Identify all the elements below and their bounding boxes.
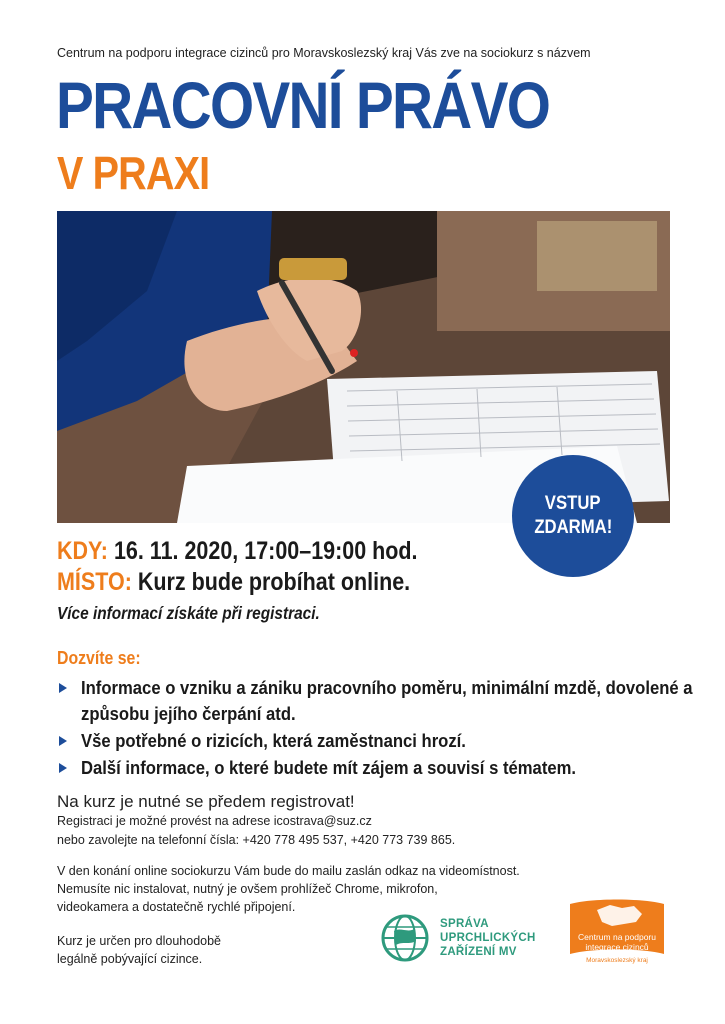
registration-phone-line: nebo zavolejte na telefonní čísla: +420 778 495 537, +420 773 739 865. [57,833,456,847]
list-item-text: Vše potřebné o rizicích, která zaměstnanci hrozí. [81,730,466,751]
list-item [57,675,697,727]
list-item [57,755,697,781]
target-line1: Kurz je určen pro dlouhodobě [57,934,222,948]
centrum-line2: integrace cizinců [585,942,649,952]
intro-text: Centrum na podporu integrace cizinců pro Moravskoslezský kraj Vás zve na sociokurz s názvem [57,46,591,60]
suz-line2: UPRCHLICKÝCH [440,932,536,944]
event-date [57,537,418,566]
more-info-text: Více informací získáte při registraci. [57,603,320,623]
centrum-line1: Centrum na podporu [578,932,656,942]
globe-icon [380,913,430,963]
learn-list [57,675,697,782]
date-value: 16. 11. 2020, 17:00–19:00 hod. [107,537,418,565]
centrum-logo [562,896,672,968]
page-subtitle: V PRAXI [57,147,210,199]
event-place [57,568,410,597]
triangle-bullet-icon [59,763,67,773]
place-value: Kurz bude probíhat online. [131,568,411,596]
online-line3: videokamera a dostatečně rychlé připojení. [57,900,296,914]
online-line2: Nemusíte nic instalovat, nutný je ovšem prohlížeč Chrome, mikrofon, [57,882,438,896]
online-line1: V den konání online sociokurzu Vám bude do mailu zaslán odkaz na videomístnost. [57,864,520,878]
centrum-sub: Moravskoslezský kraj [586,957,648,964]
free-entry-badge [512,455,634,577]
registration-email-line: Registraci je možné provést na adrese icostrava@suz.cz [57,814,372,828]
triangle-bullet-icon [59,683,67,693]
list-item [57,728,697,754]
page-title: PRACOVNÍ PRÁVO [56,68,550,142]
triangle-bullet-icon [59,736,67,746]
date-label: KDY: [57,537,108,565]
suz-line3: ZAŘÍZENÍ MV [440,946,517,958]
badge-line2: ZDARMA! [533,517,613,538]
suz-logo [380,913,536,963]
target-line2: legálně pobývající cizince. [57,952,203,966]
suz-line1: SPRÁVA [440,918,489,930]
learn-heading: Dozvíte se: [57,648,141,668]
online-info [57,862,520,916]
list-item-text: Informace o vzniku a zániku pracovního poměru, minimální mzdě, dovolené a způsobu jejího čerpání atd. [81,677,693,724]
place-label: MÍSTO: [57,568,132,596]
registration-heading: Na kurz je nutné se předem registrovat! [57,792,355,811]
list-item-text: Další informace, o které budete mít zájem a souvisí s tématem. [81,757,577,778]
target-audience [57,932,221,968]
badge-line1: VSTUP [545,493,601,515]
